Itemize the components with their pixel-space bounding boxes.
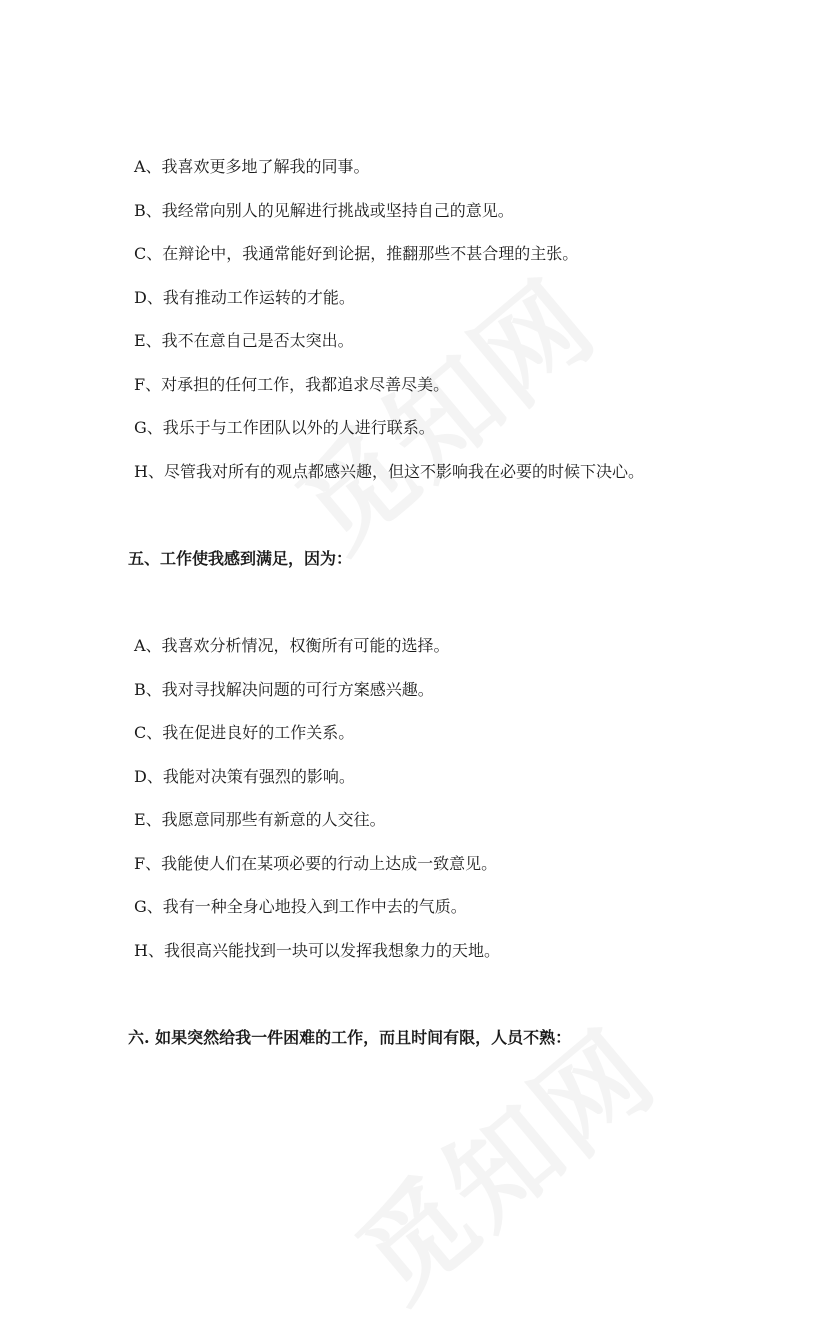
option-g: G、我有一种全身心地投入到工作中去的气质。	[134, 897, 467, 916]
option-f: F、我能使人们在某项必要的行动上达成一致意见。	[134, 854, 498, 873]
option-d: D、我有推动工作运转的才能。	[134, 288, 355, 307]
option-c: C、在辩论中，我通常能好到论据，推翻那些不甚合理的主张。	[134, 244, 579, 263]
option-f: F、对承担的任何工作，我都追求尽善尽美。	[134, 375, 450, 394]
option-b: B、我经常向别人的见解进行挑战或坚持自己的意见。	[134, 201, 514, 220]
option-h: H、我很高兴能找到一块可以发挥我想象力的天地。	[134, 941, 500, 960]
option-e: E、我愿意同那些有新意的人交往。	[134, 810, 386, 829]
option-b: B、我对寻找解决问题的可行方案感兴趣。	[134, 680, 434, 699]
option-h: H、尽管我对所有的观点都感兴趣，但这不影响我在必要的时候下决心。	[134, 462, 644, 481]
option-d: D、我能对决策有强烈的影响。	[134, 767, 355, 786]
option-c: C、我在促进良好的工作关系。	[134, 723, 355, 742]
section-heading-6: 六. 如果突然给我一件困难的工作，而且时间有限，人员不熟：	[128, 1028, 572, 1047]
option-g: G、我乐于与工作团队以外的人进行联系。	[134, 418, 435, 437]
section-heading-5: 五、工作使我感到满足，因为：	[128, 549, 353, 568]
option-e: E、我不在意自己是否太突出。	[134, 331, 354, 350]
option-a: A、我喜欢分析情况，权衡所有可能的选择。	[134, 636, 450, 655]
option-a: A、我喜欢更多地了解我的同事。	[134, 157, 370, 176]
